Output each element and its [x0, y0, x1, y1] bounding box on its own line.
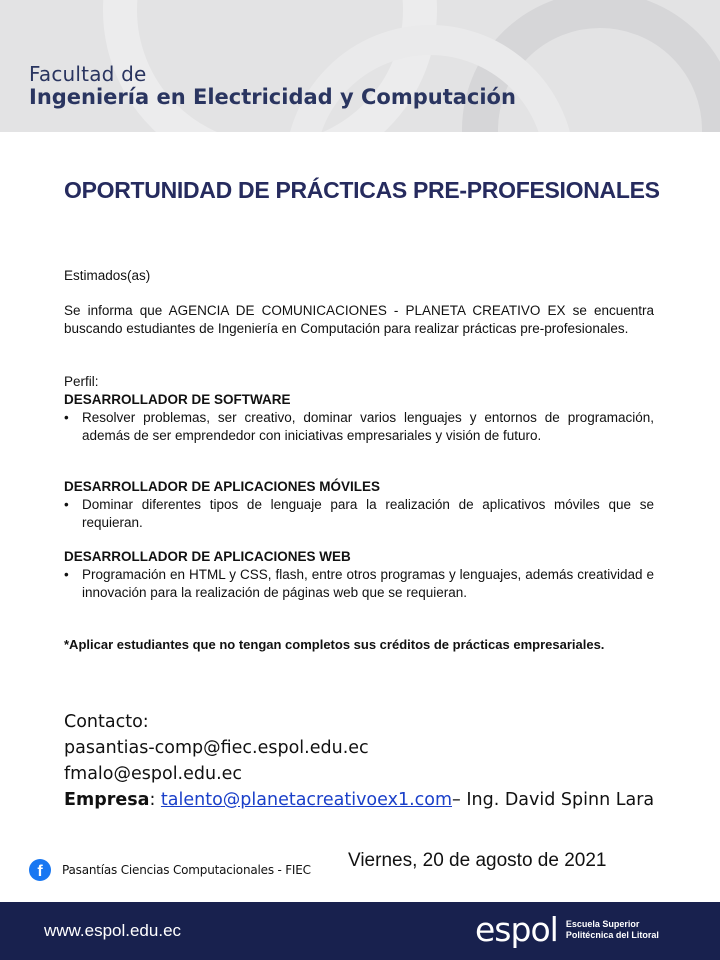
facebook-page-label: Pasantías Ciencias Computacionales - FIEC — [62, 863, 311, 877]
contact-label: Contacto: — [64, 712, 149, 732]
contact-email-2[interactable]: fmalo@espol.edu.ec — [64, 764, 243, 784]
publication-date: Viernes, 20 de agosto de 2021 — [348, 850, 607, 871]
espol-logo-word: espol — [475, 910, 558, 949]
faculty-name-line1: Facultad de — [29, 62, 147, 86]
footer-bar — [0, 902, 720, 960]
role-title: DESARROLLADOR DE SOFTWARE — [64, 392, 291, 407]
footer-website-link[interactable]: www.espol.edu.ec — [44, 921, 182, 940]
application-note: *Aplicar estudiantes que no tengan completos sus créditos de prácticas empresariales. — [64, 637, 605, 652]
header-banner — [0, 0, 720, 132]
facebook-page-link[interactable] — [29, 859, 311, 881]
role-title: DESARROLLADOR DE APLICACIONES WEB — [64, 549, 351, 564]
espol-tagline-line1: Escuela Superior — [565, 919, 640, 929]
role-title: DESARROLLADOR DE APLICACIONES MÓVILES — [64, 479, 381, 494]
profile-section — [64, 373, 654, 445]
role-section-mobile — [64, 478, 654, 532]
role-section-web — [64, 548, 654, 602]
page-title: OPORTUNIDAD DE PRÁCTICAS PRE-PROFESIONALES — [64, 177, 660, 203]
company-contact-line — [64, 787, 704, 813]
role-bullet: • Programación en HTML y CSS, flash, entre otros programas y lenguajes, además creatividad e innovación para la realización de páginas web que se requieran. — [64, 566, 654, 602]
contact-section — [64, 709, 704, 813]
faculty-name-line2: Ingeniería en Electricidad y Computación — [29, 85, 516, 109]
espol-tagline-line2: Politécnica del Litoral — [565, 930, 659, 940]
company-separator: : — [149, 790, 161, 810]
role-bullet: • Resolver problemas, ser creativo, dominar varios lenguajes y entornos de programación, además de ser emprendedor con iniciativas empresariales y visión de futuro. — [64, 409, 654, 445]
company-person: – Ing. David Spinn Lara — [452, 790, 655, 810]
greeting: Estimados(as) — [64, 268, 151, 283]
intro-paragraph: Se informa que AGENCIA DE COMUNICACIONES - PLANETA CREATIVO EX se encuentra buscando estudiantes de Ingeniería en Computación para realizar prácticas pre-profesionales. — [64, 303, 654, 336]
facebook-icon: f — [29, 859, 51, 881]
contact-email-1[interactable]: pasantias-comp@fiec.espol.edu.ec — [64, 738, 369, 758]
company-label: Empresa — [64, 790, 150, 810]
espol-logo — [475, 910, 659, 950]
espol-tagline — [566, 919, 659, 941]
profile-label: Perfil: — [64, 374, 99, 389]
company-email-link[interactable]: talento@planetacreativoex1.com — [160, 790, 453, 810]
role-bullet: • Dominar diferentes tipos de lenguaje para la realización de aplicativos móviles que se requieran. — [64, 496, 654, 532]
